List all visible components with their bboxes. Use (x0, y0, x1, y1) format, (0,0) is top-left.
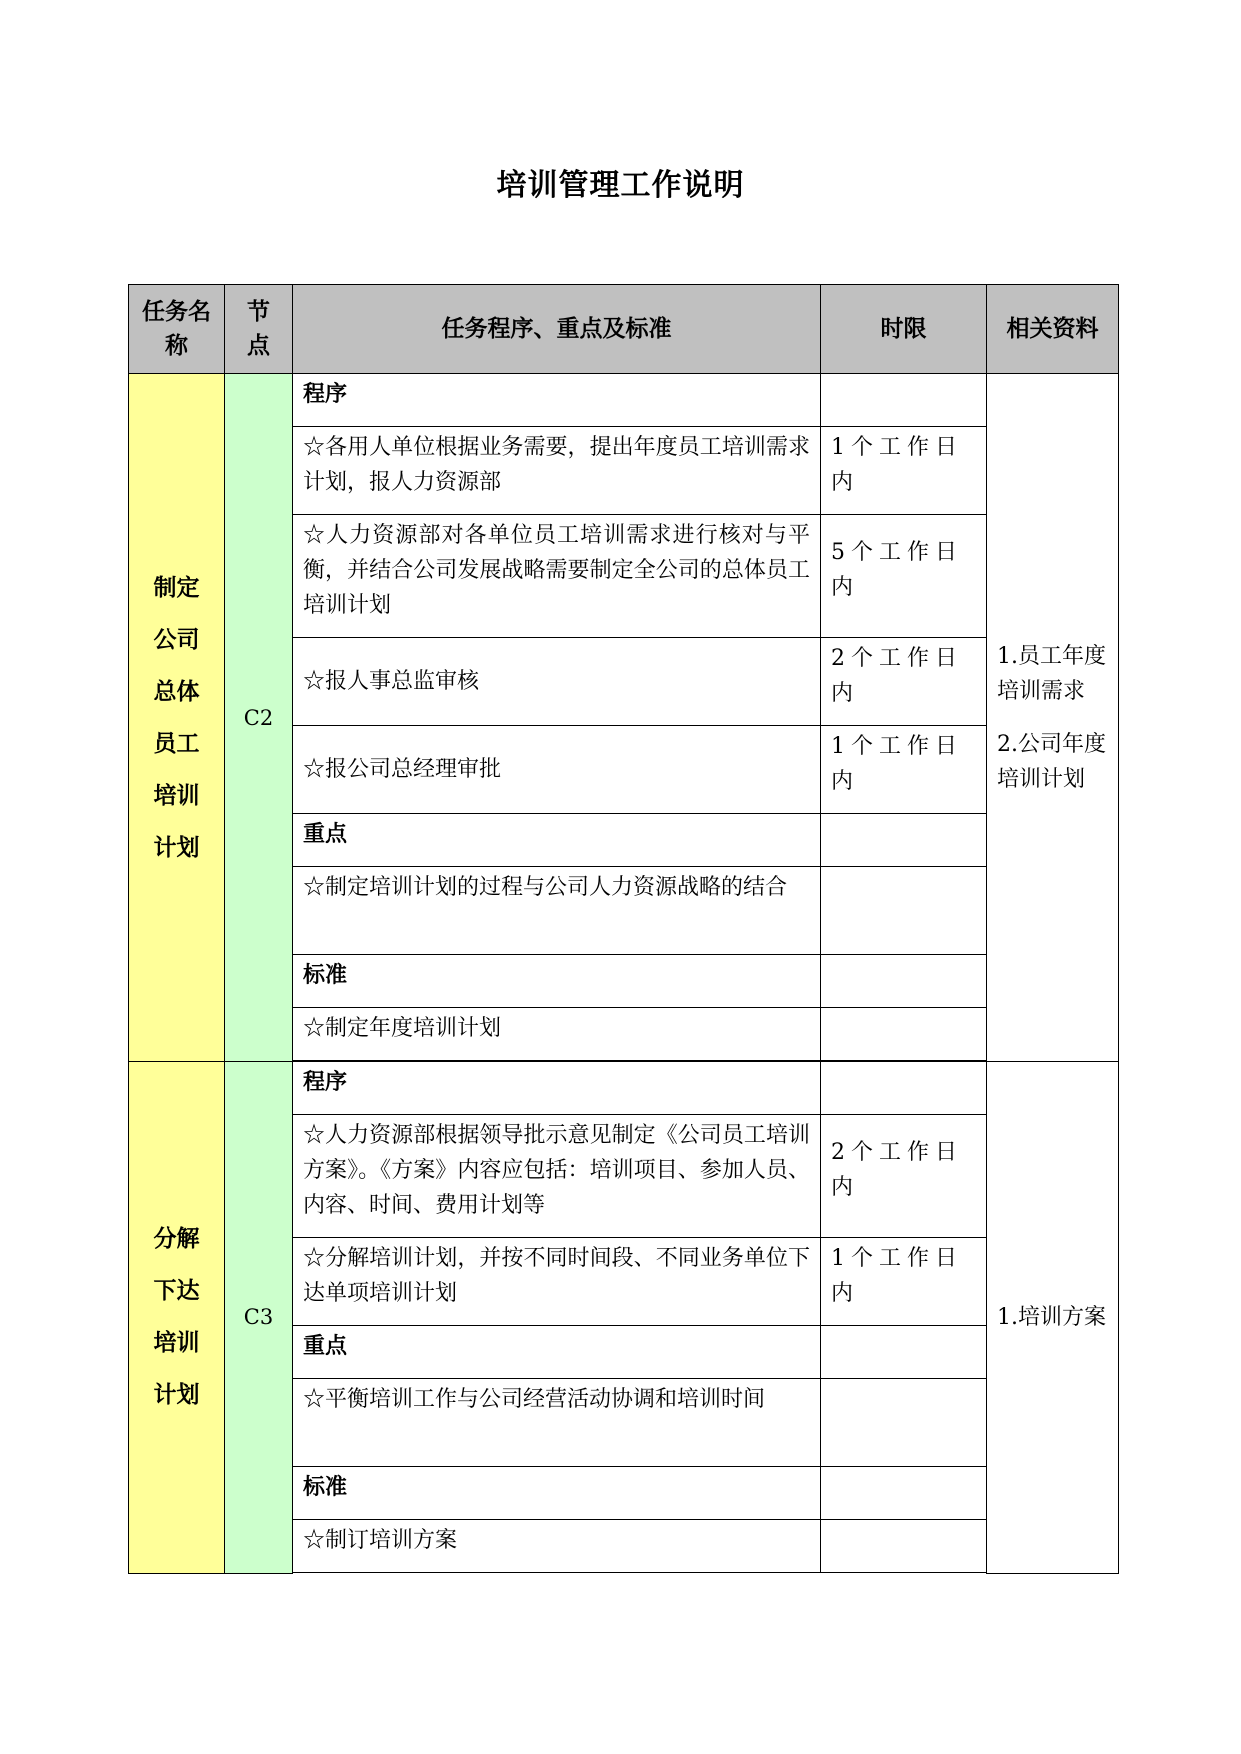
standard-text: ☆制订培训方案 (293, 1520, 821, 1573)
task-name-cell: 分解 下达 培训 计划 (129, 1062, 225, 1574)
reference-item: 1.员工年度培训需求 (997, 643, 1106, 704)
procedure-label: 程序 (293, 1062, 821, 1115)
limit-cell: 1个工作日内 (821, 1238, 987, 1326)
header-procedure: 任务程序、重点及标准 (293, 285, 821, 374)
step-text: ☆报人事总监审核 (293, 638, 821, 726)
key-points-label: 重点 (293, 814, 821, 867)
step-text: ☆报公司总经理审批 (293, 726, 821, 814)
table-row (129, 1062, 1119, 1115)
step-text: ☆人力资源部对各单位员工培训需求进行核对与平衡，并结合公司发展战略需要制定全公司的总体员工培训计划 (293, 515, 821, 638)
limit-cell (821, 1520, 987, 1573)
limit-cell: 1个工作日内 (821, 726, 987, 814)
node-cell: C2 (225, 374, 293, 1062)
header-time-limit: 时限 (821, 285, 987, 374)
limit-cell (821, 1062, 987, 1115)
limit-cell: 2个工作日内 (821, 1115, 987, 1238)
key-points-label: 重点 (293, 1326, 821, 1379)
limit-cell (821, 955, 987, 1008)
header-node: 节 点 (225, 285, 293, 374)
reference-item: 2.公司年度培训计划 (997, 731, 1106, 792)
key-points-text: ☆平衡培训工作与公司经营活动协调和培训时间 (293, 1379, 821, 1467)
limit-cell (821, 374, 987, 427)
step-text: ☆分解培训计划，并按不同时间段、不同业务单位下达单项培训计划 (293, 1238, 821, 1326)
reference-cell (987, 1062, 1119, 1574)
standard-label: 标准 (293, 955, 821, 1008)
limit-cell (821, 814, 987, 867)
standard-label: 标准 (293, 1467, 821, 1520)
step-text: ☆各用人单位根据业务需要，提出年度员工培训需求计划，报人力资源部 (293, 427, 821, 515)
page-title: 培训管理工作说明 (496, 168, 745, 203)
limit-cell (821, 1379, 987, 1467)
limit-cell: 5个工作日内 (821, 515, 987, 638)
key-points-text: ☆制定培训计划的过程与公司人力资源战略的结合 (293, 867, 821, 955)
limit-cell (821, 867, 987, 955)
node-cell: C3 (225, 1062, 293, 1574)
step-text: ☆人力资源部根据领导批示意见制定《公司员工培训方案》。《方案》内容应包括：培训项目、参加人员、内容、时间、费用计划等 (293, 1115, 821, 1238)
task-name-cell: 制定 公司 总体 员工 培训 计划 (129, 374, 225, 1062)
standard-text: ☆制定年度培训计划 (293, 1008, 821, 1061)
reference-item: 1.培训方案 (997, 1304, 1106, 1330)
work-description-table (128, 284, 1119, 1574)
reference-cell (987, 374, 1119, 1062)
limit-cell: 2个工作日内 (821, 638, 987, 726)
header-reference: 相关资料 (987, 285, 1119, 374)
table-row (129, 374, 1119, 427)
limit-cell (821, 1326, 987, 1379)
limit-cell (821, 1467, 987, 1520)
header-task-name: 任务名 称 (129, 285, 225, 374)
limit-cell: 1个工作日内 (821, 427, 987, 515)
procedure-label: 程序 (293, 374, 821, 427)
limit-cell (821, 1008, 987, 1061)
header-row (129, 285, 1119, 374)
